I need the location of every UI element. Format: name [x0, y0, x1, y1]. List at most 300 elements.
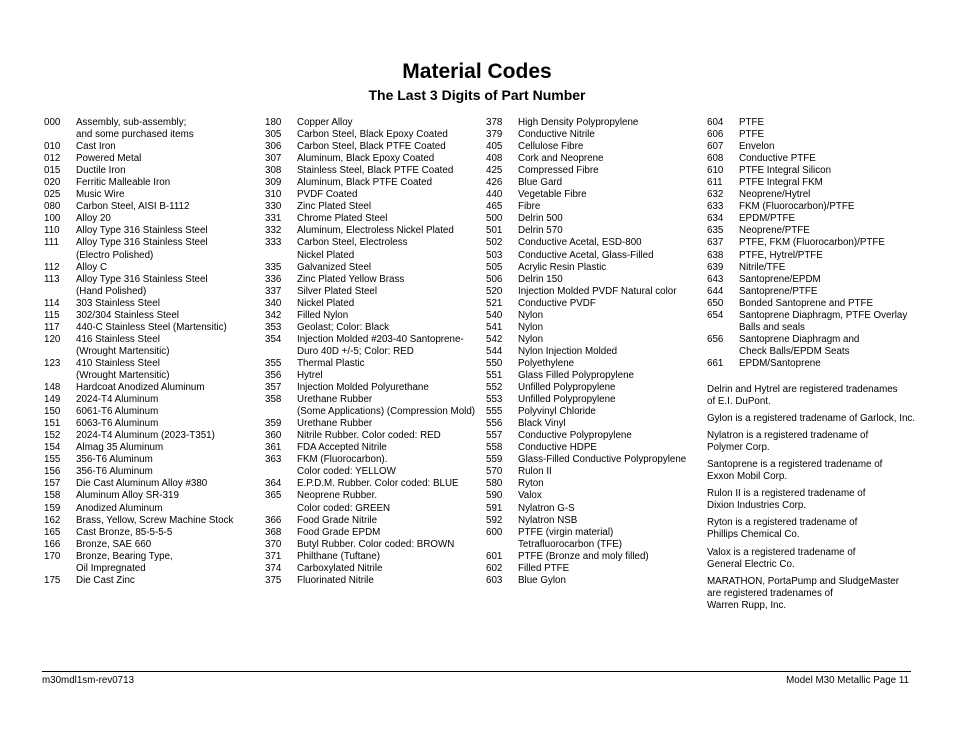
material-code: 364 — [265, 478, 282, 490]
material-description: (Electro Polished) — [76, 249, 154, 261]
material-code: 340 — [265, 297, 282, 309]
material-code-row — [486, 490, 701, 502]
material-description: Aluminum Alloy SR-319 — [76, 490, 179, 502]
material-description: Neoprene Rubber. — [297, 490, 378, 502]
material-description: Nylon Injection Molded — [518, 345, 618, 357]
material-code-row — [44, 141, 254, 153]
material-code: 365 — [265, 490, 282, 502]
material-code: 656 — [707, 333, 724, 345]
material-code: 363 — [265, 454, 282, 466]
material-code: 425 — [486, 165, 503, 177]
material-description: PTFE (Bronze and moly filled) — [518, 550, 649, 562]
material-code-row — [486, 322, 701, 334]
material-description: Black Vinyl — [518, 418, 566, 430]
material-code-row — [486, 298, 701, 310]
material-code: 335 — [265, 261, 282, 273]
material-code: 111 — [44, 237, 59, 249]
material-description: Balls and seals — [739, 321, 805, 333]
material-code-row — [707, 165, 917, 177]
material-code: 123 — [44, 357, 61, 369]
material-code — [265, 466, 297, 478]
material-code-row-continuation — [486, 539, 701, 551]
material-description: (Some Applications) (Compression Mold) — [297, 406, 476, 418]
material-description: Carbon Steel, Black Epoxy Coated — [297, 129, 448, 141]
tradename-note-line: Delrin and Hytrel are registered tradenames — [707, 384, 898, 395]
material-code-row — [44, 442, 254, 454]
material-description: Polyvinyl Chloride — [518, 406, 596, 418]
material-description: E.P.D.M. Rubber. Color coded: BLUE — [297, 478, 459, 490]
material-code — [265, 503, 297, 515]
material-description: PTFE (virgin material) — [518, 526, 614, 538]
material-description: 2024-T4 Aluminum — [76, 394, 159, 406]
material-code: 149 — [44, 394, 61, 406]
material-code: 607 — [707, 141, 724, 153]
material-description: Ductile Iron — [76, 165, 126, 177]
material-code-row — [44, 213, 254, 225]
material-code: 360 — [265, 430, 282, 442]
material-description: Vegetable Fibre — [518, 189, 587, 201]
material-code-row — [265, 382, 480, 394]
material-description: Filled PTFE — [518, 562, 570, 574]
page-subtitle: The Last 3 Digits of Part Number — [368, 87, 586, 103]
material-description: 303 Stainless Steel — [76, 297, 160, 309]
material-code: 521 — [486, 297, 503, 309]
material-code: 556 — [486, 418, 503, 430]
material-code-row-continuation — [44, 346, 254, 358]
tradename-note-line: are registered tradenames of — [707, 587, 833, 599]
material-description: Conductive PVDF — [518, 297, 596, 309]
material-description: Blue Gylon — [518, 574, 566, 586]
material-column-3 — [486, 117, 701, 587]
material-description: Check Balls/EPDM Seats — [739, 345, 850, 357]
material-code: 150 — [44, 406, 61, 418]
material-code: 170 — [44, 550, 61, 562]
material-code-row — [486, 551, 701, 563]
material-code: 558 — [486, 442, 503, 454]
material-description: Stainless Steel, Black PTFE Coated — [297, 165, 454, 177]
material-description: Cellulose Fibre — [518, 141, 584, 153]
material-description: Compressed Fibre — [518, 165, 599, 177]
material-code: 637 — [707, 237, 724, 249]
material-code: 162 — [44, 514, 61, 526]
material-description: 416 Stainless Steel — [76, 333, 160, 345]
material-code-row — [44, 454, 254, 466]
tradename-note — [707, 384, 917, 408]
material-code: 175 — [44, 574, 61, 586]
material-description: Cork and Neoprene — [518, 153, 604, 165]
material-code: 115 — [44, 309, 60, 321]
material-code-row — [486, 141, 701, 153]
material-code: 112 — [44, 261, 60, 273]
material-code: 500 — [486, 213, 503, 225]
material-code-row — [265, 539, 480, 551]
material-description: Carboxylated Nitrile — [297, 562, 383, 574]
material-description: Conductive PTFE — [739, 153, 816, 165]
material-code: 604 — [707, 117, 724, 128]
material-code-row — [707, 153, 917, 165]
material-code: 559 — [486, 454, 503, 466]
material-code-row — [486, 346, 701, 358]
material-code: 000 — [44, 117, 61, 128]
material-description: Conductive Nitrile — [518, 129, 595, 141]
material-code-row — [707, 274, 917, 286]
material-description: Powered Metal — [76, 153, 142, 165]
material-code: 553 — [486, 394, 503, 406]
material-description: Santoprene/PTFE — [739, 285, 818, 297]
tradename-note — [707, 488, 917, 512]
material-code-row — [707, 141, 917, 153]
material-code-row — [486, 201, 701, 213]
material-code: 555 — [486, 406, 503, 418]
material-description: Oil Impregnated — [76, 562, 146, 574]
material-description: 6061-T6 Aluminum — [76, 406, 159, 418]
material-code-row — [44, 406, 254, 418]
material-code: 520 — [486, 285, 503, 297]
material-code-row-continuation — [265, 406, 480, 418]
material-description: EPDM/Santoprene — [739, 357, 821, 369]
material-code: 361 — [265, 442, 282, 454]
material-code: 156 — [44, 466, 61, 478]
material-code-row — [265, 551, 480, 563]
material-description: Nylon — [518, 333, 544, 345]
material-code-row — [486, 117, 701, 129]
material-code: 542 — [486, 333, 503, 345]
material-code-row — [486, 213, 701, 225]
material-code-row — [44, 358, 254, 370]
material-description: EPDM/PTFE — [739, 213, 796, 225]
material-description: PTFE — [739, 117, 765, 128]
material-code: 012 — [44, 153, 61, 165]
material-code: 330 — [265, 201, 282, 213]
tradename-note-line: of E.I. DuPont. — [707, 396, 771, 408]
material-description: Carbon Steel, Black PTFE Coated — [297, 141, 446, 153]
page-title: Material Codes — [402, 60, 552, 83]
material-description: Alloy Type 316 Stainless Steel — [76, 225, 208, 237]
material-description: PVDF Coated — [297, 189, 358, 201]
material-description: Philthane (Tuftane) — [297, 550, 380, 562]
material-code-row — [44, 177, 254, 189]
material-description: Unfilled Polypropylene — [518, 394, 616, 406]
material-description: Fibre — [518, 201, 541, 213]
material-code-row — [707, 225, 917, 237]
material-code: 336 — [265, 273, 282, 285]
material-description: Tetrafluorocarbon (TFE) — [518, 538, 622, 550]
material-code-row — [265, 237, 480, 249]
material-code: 366 — [265, 514, 282, 526]
material-code-row — [486, 527, 701, 539]
material-code-row — [44, 490, 254, 502]
footer-page-label: Model M30 Metallic Page 11 — [786, 675, 909, 686]
material-description: Assembly, sub-assembly; — [76, 117, 187, 128]
material-code — [265, 346, 297, 358]
material-description: 356-T6 Aluminum — [76, 454, 153, 466]
material-code-row — [265, 454, 480, 466]
material-code: 643 — [707, 273, 724, 285]
material-description: Nickel Plated — [297, 297, 355, 309]
material-code-row-continuation — [265, 466, 480, 478]
material-code — [486, 539, 518, 551]
material-code: 359 — [265, 418, 282, 430]
material-code-row — [265, 141, 480, 153]
material-code: 157 — [44, 478, 61, 490]
material-code — [265, 250, 297, 262]
material-code-row — [44, 298, 254, 310]
material-description: PTFE Integral FKM — [739, 177, 823, 189]
material-code: 590 — [486, 490, 503, 502]
material-code-row — [265, 274, 480, 286]
material-code-row — [486, 237, 701, 249]
material-column-4 — [707, 117, 917, 370]
material-code: 552 — [486, 382, 503, 394]
footer-doc-id: m30mdl1sm-rev0713 — [42, 675, 135, 686]
material-code: 159 — [44, 502, 61, 514]
material-description: Conductive Acetal, ESD-800 — [518, 237, 642, 249]
material-description: Conductive HDPE — [518, 442, 597, 454]
material-code: 180 — [265, 117, 282, 128]
material-code-row — [44, 515, 254, 527]
material-code: 551 — [486, 369, 503, 381]
material-description: Alloy Type 316 Stainless Steel — [76, 273, 208, 285]
material-code-row — [486, 406, 701, 418]
material-description: Acrylic Resin Plastic — [518, 261, 607, 273]
tradename-note-line: Rulon II is a registered tradename of — [707, 488, 866, 500]
material-code: 541 — [486, 321, 503, 333]
material-code — [44, 346, 76, 358]
material-code-row — [265, 117, 480, 129]
material-code: 611 — [707, 177, 723, 189]
material-code-row — [486, 478, 701, 490]
material-code: 603 — [486, 574, 503, 586]
material-description: Thermal Plastic — [297, 357, 365, 369]
material-description: Unfilled Polypropylene — [518, 382, 616, 394]
material-code: 110 — [44, 225, 60, 237]
material-code — [44, 370, 76, 382]
material-description: Almag 35 Aluminum — [76, 442, 164, 454]
material-description: Glass-Filled Conductive Polypropylene — [518, 454, 687, 466]
material-code-row-continuation — [265, 346, 480, 358]
material-code: 570 — [486, 466, 503, 478]
material-code-row-continuation — [707, 322, 917, 334]
material-description: Nylon — [518, 321, 544, 333]
material-description: Nylon — [518, 309, 544, 321]
material-code-row — [486, 430, 701, 442]
material-description: Cast Bronze, 85-5-5-5 — [76, 526, 173, 538]
material-description: Nylatron NSB — [518, 514, 578, 526]
material-code: 158 — [44, 490, 61, 502]
material-code-row — [486, 262, 701, 274]
material-code-row — [44, 527, 254, 539]
material-code: 610 — [707, 165, 724, 177]
material-code: 601 — [486, 550, 503, 562]
material-code-row — [265, 575, 480, 587]
material-code: 379 — [486, 129, 503, 141]
material-description: Anodized Aluminum — [76, 502, 163, 514]
material-code-row — [44, 466, 254, 478]
material-description: Filled Nylon — [297, 309, 349, 321]
material-code — [44, 129, 76, 141]
material-description: Carbon Steel, Electroless — [297, 237, 408, 249]
material-code-row-continuation — [44, 129, 254, 141]
material-description: High Density Polypropylene — [518, 117, 639, 128]
material-code-row — [44, 189, 254, 201]
footer-rule — [42, 671, 911, 672]
material-description: PTFE, Hytrel/PTFE — [739, 249, 823, 261]
material-description: Hytrel — [297, 369, 323, 381]
material-code: 368 — [265, 526, 282, 538]
material-description: 2024-T4 Aluminum (2023-T351) — [76, 430, 215, 442]
material-code: 408 — [486, 153, 503, 165]
material-description: Brass, Yellow, Screw Machine Stock — [76, 514, 234, 526]
material-code-row — [44, 274, 254, 286]
material-code: 120 — [44, 333, 61, 345]
material-description: Blue Gard — [518, 177, 563, 189]
material-description: PTFE Integral Silicon — [739, 165, 832, 177]
material-code: 550 — [486, 357, 503, 369]
material-code-row — [265, 286, 480, 298]
material-description: Ryton — [518, 478, 544, 490]
material-code-row — [486, 310, 701, 322]
material-code: 155 — [44, 454, 61, 466]
material-code-row — [265, 394, 480, 406]
material-code — [44, 286, 76, 298]
material-code: 440 — [486, 189, 503, 201]
material-code: 166 — [44, 538, 61, 550]
material-code — [265, 406, 297, 418]
material-code-row — [486, 286, 701, 298]
material-description: 6063-T6 Aluminum — [76, 418, 159, 430]
material-code-row — [486, 503, 701, 515]
material-code-row — [707, 129, 917, 141]
material-code: 310 — [265, 189, 282, 201]
tradename-notes — [707, 384, 917, 617]
material-code-row-continuation — [44, 286, 254, 298]
material-description: Injection Molded PVDF Natural color — [518, 285, 677, 297]
material-description: Cast Iron — [76, 141, 116, 153]
material-code-row — [44, 382, 254, 394]
tradename-note-line: Nylatron is a registered tradename of — [707, 430, 869, 442]
material-code-row — [486, 442, 701, 454]
material-code: 557 — [486, 430, 503, 442]
material-code-row — [44, 165, 254, 177]
material-code-row — [486, 515, 701, 527]
material-code: 650 — [707, 297, 724, 309]
material-description: Galvanized Steel — [297, 261, 372, 273]
material-code: 540 — [486, 309, 503, 321]
material-code-row — [44, 201, 254, 213]
material-code: 602 — [486, 562, 503, 574]
tradename-note — [707, 517, 917, 541]
material-description: Fluorinated Nitrile — [297, 574, 374, 586]
material-code-row — [707, 237, 917, 249]
material-code: 080 — [44, 201, 61, 213]
material-code: 635 — [707, 225, 724, 237]
material-code: 608 — [707, 153, 724, 165]
material-code-row — [44, 153, 254, 165]
material-description: Delrin 150 — [518, 273, 563, 285]
material-description: Food Grade Nitrile — [297, 514, 378, 526]
tradename-note-line: General Electric Co. — [707, 558, 795, 570]
material-code-row — [265, 334, 480, 346]
material-code: 378 — [486, 117, 503, 128]
material-description: Nitrile Rubber. Color coded: RED — [297, 430, 441, 442]
material-code-row — [44, 575, 254, 587]
material-description: Bonded Santoprene and PTFE — [739, 297, 873, 309]
material-code-row — [486, 370, 701, 382]
material-code: 661 — [707, 357, 724, 369]
material-code-row — [265, 153, 480, 165]
material-code — [707, 322, 739, 334]
material-code-row — [265, 527, 480, 539]
material-code: 332 — [265, 225, 282, 237]
material-code-row — [265, 213, 480, 225]
material-description: Glass Filled Polypropylene — [518, 369, 634, 381]
tradename-note — [707, 576, 917, 612]
material-code-row — [265, 177, 480, 189]
material-code: 426 — [486, 177, 503, 189]
material-code: 356 — [265, 369, 282, 381]
material-code: 375 — [265, 574, 282, 586]
material-description: PTFE — [739, 129, 765, 141]
material-code-row — [44, 503, 254, 515]
material-code-row — [44, 539, 254, 551]
material-code-row — [265, 478, 480, 490]
material-code-row — [486, 575, 701, 587]
tradename-note-line: Santoprene is a registered tradename of — [707, 459, 883, 471]
material-code — [44, 563, 76, 575]
material-description: Injection Molded Polyurethane — [297, 382, 429, 394]
material-code-row — [707, 298, 917, 310]
material-code: 152 — [44, 430, 61, 442]
material-code-row — [486, 225, 701, 237]
material-code-row — [44, 430, 254, 442]
material-code-row — [707, 310, 917, 322]
material-code — [44, 250, 76, 262]
material-description: Zinc Plated Steel — [297, 201, 372, 213]
material-description: Urethane Rubber — [297, 418, 373, 430]
material-description: FKM (Fluorocarbon)/PTFE — [739, 201, 855, 213]
material-code-row — [265, 322, 480, 334]
material-code: 333 — [265, 237, 282, 249]
material-description: Nickel Plated — [297, 249, 355, 261]
material-code-row — [486, 563, 701, 575]
material-description: Aluminum, Black PTFE Coated — [297, 177, 433, 189]
material-code: 353 — [265, 321, 282, 333]
material-description: Aluminum, Electroless Nickel Plated — [297, 225, 454, 237]
material-code: 502 — [486, 237, 503, 249]
tradename-note — [707, 430, 917, 454]
material-code-row — [265, 310, 480, 322]
material-code-row-continuation — [44, 370, 254, 382]
material-code-row — [707, 358, 917, 370]
material-code: 506 — [486, 273, 503, 285]
tradename-note — [707, 459, 917, 483]
material-code: 307 — [265, 153, 282, 165]
tradename-note — [707, 547, 917, 571]
material-code-row — [486, 274, 701, 286]
material-description: and some purchased items — [76, 129, 194, 141]
material-description: Geolast; Color: Black — [297, 321, 390, 333]
material-code: 331 — [265, 213, 282, 225]
material-description: Santoprene/EPDM — [739, 273, 821, 285]
material-description: Zinc Plated Yellow Brass — [297, 273, 405, 285]
material-code: 592 — [486, 514, 503, 526]
material-code-row — [44, 117, 254, 129]
tradename-note-line: Valox is a registered tradename of — [707, 546, 856, 558]
material-description: Carbon Steel, AISI B-1112 — [76, 201, 190, 213]
material-description: Duro 40D +/-5; Color: RED — [297, 345, 414, 357]
material-code: 113 — [44, 273, 60, 285]
material-description: 302/304 Stainless Steel — [76, 309, 179, 321]
